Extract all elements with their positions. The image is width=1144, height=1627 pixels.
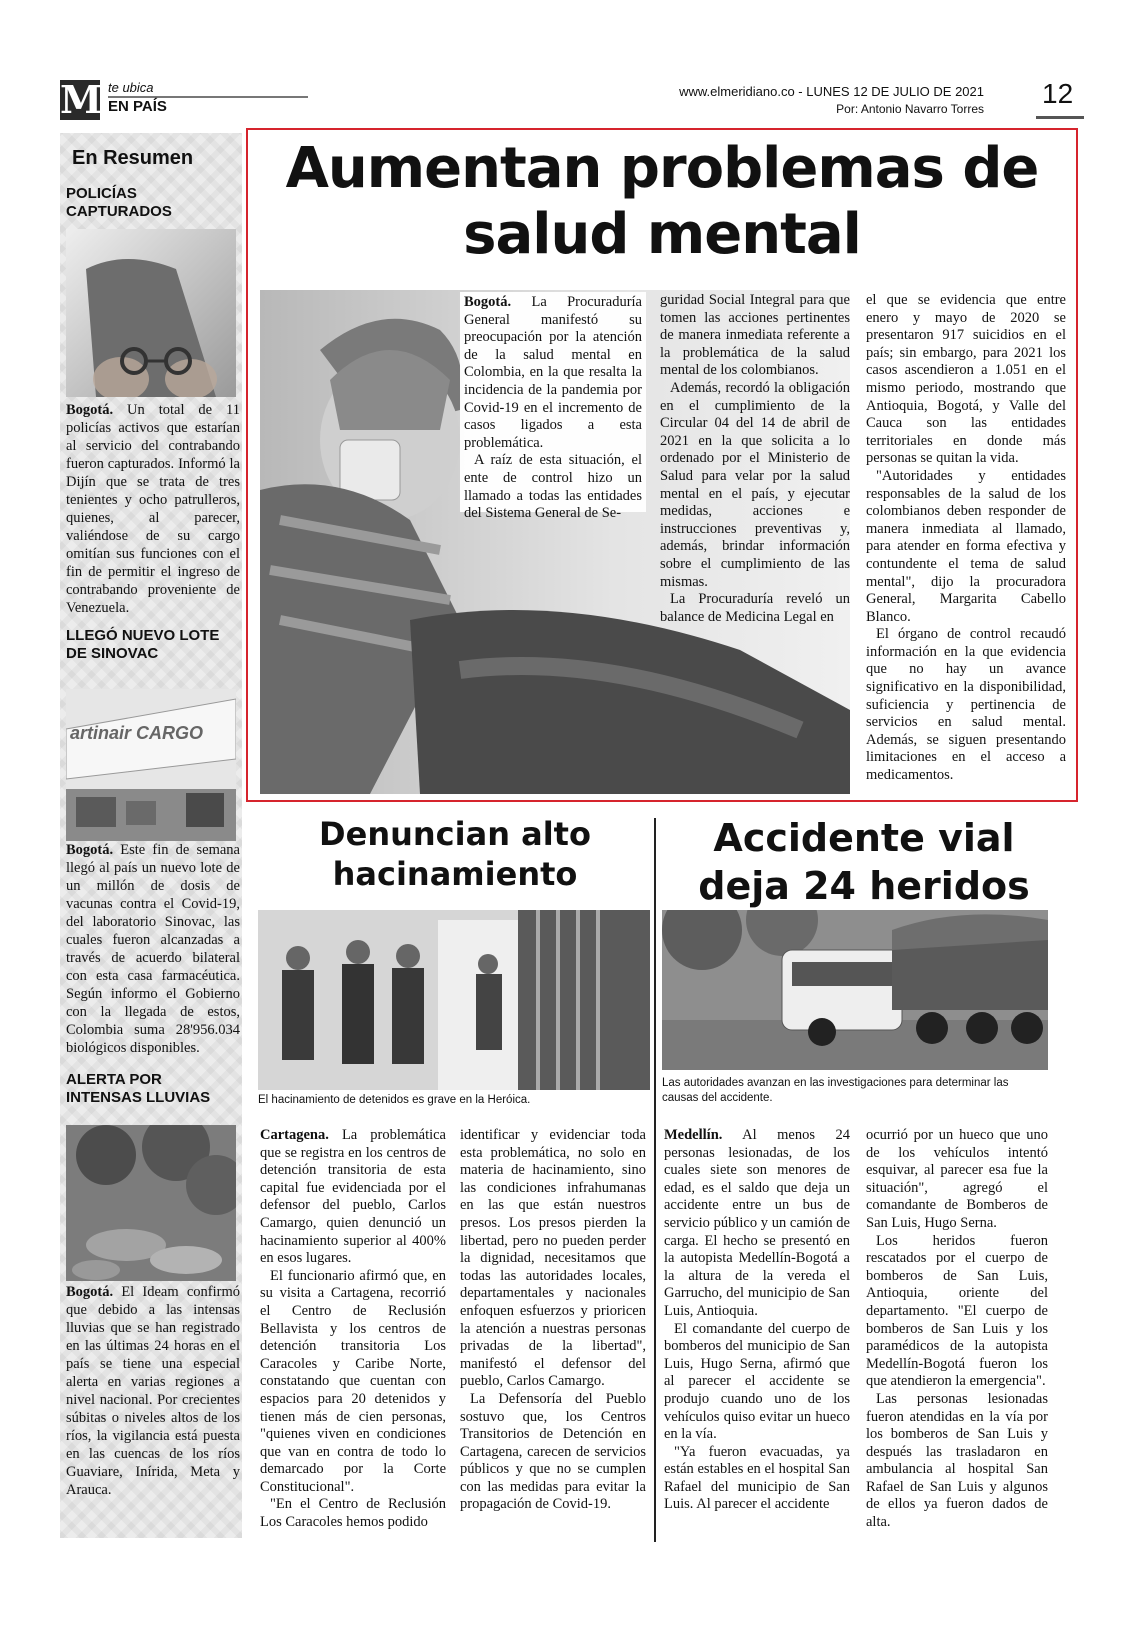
sidebar-heading-policias: POLICÍAS CAPTURADOS bbox=[66, 185, 172, 220]
sidebar-heading-lluvias: ALERTA POR INTENSAS LLUVIAS bbox=[66, 1071, 211, 1106]
accidente-headline: Accidente vial deja 24 heridos bbox=[698, 816, 1030, 908]
column-divider bbox=[654, 818, 656, 1542]
main-article-col-2: guridad Social Integral para que tomen las acciones pertinentes de manera inmediata referente a la problemática de la salud mental de los colombianos. Además, recordó la obligación en el cumplimiento de la Circular 04 del 14 de abril de 2021 en la que solicita a lo ordenado por el Ministerio de Salud para velar por la salud mental en el país, y ejecutar medidas, acciones e instrucciones preventivas y, además, brindar información sobre el cumplimiento de las mismas. La Procuraduría reveló un balance de Medicina Legal en bbox=[660, 292, 850, 625]
cargo-plane-photo bbox=[66, 689, 236, 841]
accidente-col-1: Medellín. Al menos 24 personas lesionadas, de los cuales siete son menores de edad, es el saldo que deja un accidente entre un bus de servicio público y un camión de carga. El hecho se presentó en la autopista Medellín-Bogotá a la altura de la vereda el Garrucho, del municipio de San Luis, Antioquia. El comandante del cuerpo de bomberos del municipio de San Luis, Hugo Serna, afirmó que al parecer el accidente se produjo cuando uno de los vehículos quiso evitar un hueco en la vía. "Ya fueron evacuadas, ya están estables en el hospital San Rafael del municipio de San Luis. Al parecer el accidente bbox=[664, 1127, 850, 1513]
main-headline: Aumentan problemas de salud mental bbox=[285, 136, 1039, 267]
sidebar-body-sinovac: Bogotá. Este fin de semana llegó al país un nuevo lote de un millón de dosis de vacunas contra el Covid-19, del laboratorio Sinovac, las cuales fueron alcanzadas a través de acuerdo bilateral con esta casa farmacéutica. Según informo el Gobierno con la llegada de estos, Colombia suma 28'956.034 biológicos disponibles. bbox=[66, 842, 240, 1056]
section-name: EN PAÍS bbox=[108, 98, 167, 115]
page-number-rule bbox=[1036, 116, 1084, 119]
hacinamiento-col-1: Cartagena. La problemática que se registra en los centros de detención transitoria de esta capital fue evidenciada por el defensor del pueblo, Carlos Camargo, quien denunció un hacinamiento superior al 400% en esos lugares. El funcionario afirmó que, en su visita a Cartagena, recorrió el Centro de Reclusión Bellavista y los centros de detención transitoria Los Caracoles y Caribe Norte, constatando que cuentan con espacios para 20 detenidos y tienen más de cien personas, "quienes viven en condiciones que van en contra de todo lo demarcado por la Corte Constitucional". "En el Centro de Reclusión Los Caracoles hemos podido bbox=[260, 1127, 446, 1531]
section-tagline: te ubica bbox=[108, 80, 154, 95]
page-number: 12 bbox=[1042, 78, 1074, 109]
landslide-photo bbox=[66, 1125, 236, 1281]
sidebar-heading-sinovac: LLEGÓ NUEVO LOTE DE SINOVAC bbox=[66, 627, 220, 662]
sidebar-title: En Resumen bbox=[72, 147, 194, 169]
cargo-plane-livery: artinair CARGO bbox=[70, 723, 204, 743]
hacinamiento-col-2: identificar y evidenciar toda esta problemática, no solo en materia de hacinamiento, sino las condiciones infrahumanas en las que están nuestros presos. Los presos pierden la libertad, pero no pueden perder la dignidad, necesitamos que todas las autoridades locales, departamentales y nacionales enfoquen esfuerzos y prioricen la atención a nuestras personas privadas de la libertad", manifestó el defensor del pueblo, Carlos Camargo. La Defensoría del Pueblo sostuvo que, los Centros Transitorios de Detención en Cartagena, carecen de servicios públicos y que no se cumplen con las medidas para evitar la propagación de Covid-19. bbox=[460, 1127, 646, 1513]
sidebar-en-resumen bbox=[60, 133, 242, 1538]
handcuffs-photo bbox=[66, 229, 236, 397]
hacinamiento-caption: El hacinamiento de detenidos es grave en la Heróica. bbox=[258, 1094, 531, 1106]
prison-officials-photo bbox=[258, 910, 650, 1090]
hacinamiento-headline: Denuncian alto hacinamiento bbox=[319, 815, 591, 893]
site-and-date: www.elmeridiano.co - LUNES 12 DE JULIO DE 2021 bbox=[679, 84, 984, 99]
main-article-col-1: Bogotá. La Procuraduría General manifestó su preocupación por la atención de la salud mental en Colombia, en la que resalta la incidencia de la pandemia por Covid-19 en el incremento de casos ligados a esta problemática. A raíz de esta situación, el ente de control hizo un llamado a todas las entidades del Sistema General de Se- bbox=[460, 292, 646, 512]
sidebar-body-policias: Bogotá. Un total de 11 policías activos que estarían al servicio del contrabando fueron capturados. Informó la Dijín que se trata de tres tenientes y ocho patrulleros, quienes, al parecer, valiéndose de su cargo omitían sus funciones con el fin de permitir el ingreso de contrabando proveniente de Venezuela. bbox=[66, 402, 240, 616]
byline: Por: Antonio Navarro Torres bbox=[836, 102, 984, 116]
newspaper-logo: M bbox=[60, 77, 103, 122]
sidebar-body-lluvias: Bogotá. El Ideam confirmó que debido a las intensas lluvias que se han registrado en las últimas 24 horas en el país se tiene una especial alerta en varias regiones a nivel nacional. Por crecientes súbitas o niveles altos de los ríos, la vigilancia está puesta en las cuencas de los ríos Guaviare, Inírida, Meta y Arauca. bbox=[66, 1284, 240, 1498]
accidente-col-2: ocurrió por un hueco que uno de los vehículos intentó esquivar, al parecer esa fue la situación", agregó el comandante de Bomberos de San Luis, Hugo Serna. Los heridos fueron rescatados por el cuerpo de bomberos de San Luis, Antioquia, oriente del departamento. "El cuerpo de bomberos de San Luis y los paramédicos de la autopista Medellín-Bogotá fueron los que atendieron la emergencia". Las personas lesionadas fueron atendidas en la vía por los bomberos de San Luis y después las trasladaron en ambulancia al hospital San Rafael de San Luis y algunos de ellos ya fueron dados de alta. bbox=[866, 1127, 1048, 1531]
accidente-caption: Las autoridades avanzan en las investigaciones para determinar las causas del accidente. bbox=[662, 1077, 1009, 1104]
bus-truck-crash-photo bbox=[662, 910, 1048, 1070]
main-article-col-3: el que se evidencia que entre enero y mayo de 2020 se presentaron 917 suicidios en el país; sin embargo, para 2021 los casos ascendieron a 1.051 en el mismo periodo, mostrando que Antioquia, Bogotá, y Valle del Cauca son las entidades territoriales en donde más personas se quitan la vida. "Autoridades y entidades responsables de la salud de los colombianos deben responder de manera inmediata al llamado, para atender en forma efectiva y contundente el tema de salud mental", dijo la procuradora General, Margarita Cabello Blanco. El órgano de control recaudó información en la que evidencia que no hay un avance significativo en la disponibilidad, suficiencia y pertinencia de servicios en salud mental. Además, se siguen presentando limitaciones en el acceso a medicamentos. bbox=[866, 292, 1066, 784]
